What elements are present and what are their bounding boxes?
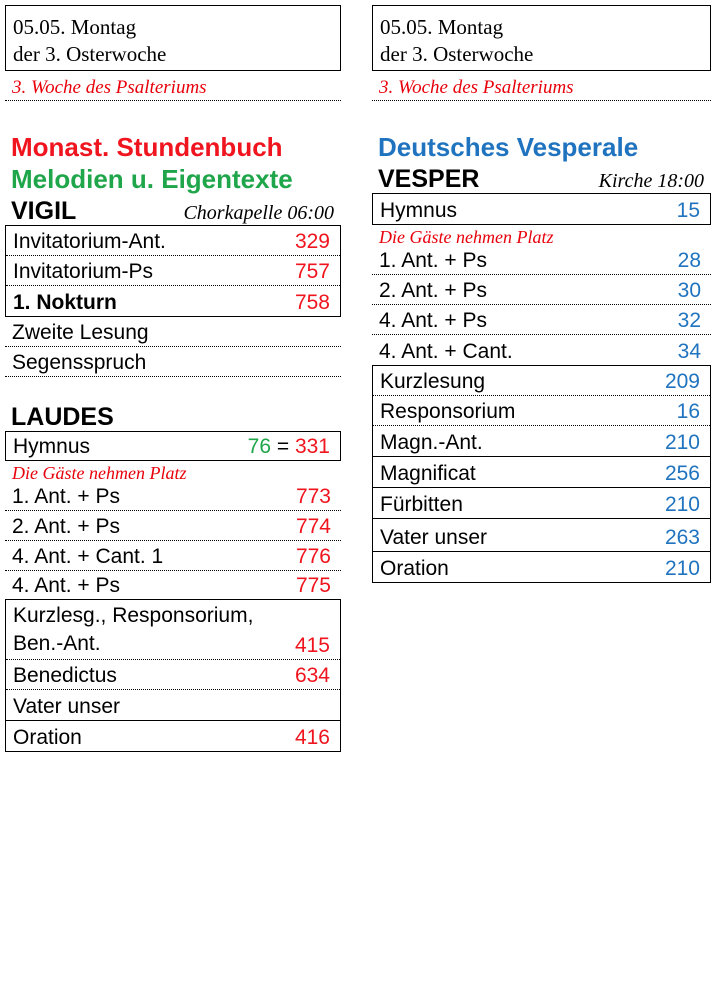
- laudes-oration-box: [5, 721, 341, 752]
- laudes-hymnus-box: [5, 431, 341, 461]
- source-melodien: Melodien u. Eigentexte: [11, 164, 293, 194]
- list-item: 1. Ant. + Ps 28: [372, 247, 711, 275]
- list-item: 4. Ant. + Ps 775: [12, 574, 331, 597]
- list-item: 2. Ant. + Ps 774: [5, 511, 341, 541]
- vigil-title: VIGIL: [11, 197, 77, 225]
- list-item: Magn.-Ant. 210: [380, 431, 700, 454]
- list-item: Magnificat 256: [380, 462, 700, 485]
- list-item: Hymnus 76 = 331: [13, 435, 330, 458]
- list-item: Invitatorium-Ps 757: [6, 256, 340, 286]
- fuerbitten-box: [372, 488, 711, 519]
- list-item: 2. Ant. + Ps 30: [372, 275, 711, 305]
- right-date-box: [372, 5, 711, 71]
- source-vesperale: Deutsches Vesperale: [378, 132, 639, 162]
- right-week-of-season: der 3. Osterwoche: [380, 42, 534, 66]
- source-stundenbuch: Monast. Stundenbuch: [11, 132, 283, 162]
- magnificat-box: [372, 457, 711, 488]
- hymnus-green-page: 76: [247, 435, 271, 458]
- list-item: 1. Nokturn 758: [13, 291, 330, 314]
- right-date: 05.05. Montag: [380, 15, 504, 39]
- list-item: 4. Ant. + Ps 32: [372, 305, 711, 335]
- list-item: 1. Ant. + Ps 773: [5, 483, 341, 511]
- hymnus-red-page: 331: [294, 435, 330, 458]
- guests-note: Die Gäste nehmen Platz: [12, 463, 187, 483]
- vater-box: [372, 519, 711, 552]
- left-date: 05.05. Montag: [13, 15, 137, 39]
- vesper-place-time: Kirche 18:00: [598, 170, 704, 192]
- list-item: Responsorium 16: [373, 396, 710, 426]
- list-item: Invitatorium-Ant. 329: [6, 226, 340, 256]
- list-item: Zweite Lesung: [5, 317, 341, 347]
- list-item: Vater unser 263: [380, 526, 700, 549]
- list-item: Oration 416: [13, 726, 330, 749]
- vigil-place-time: Chorkapelle 06:00: [183, 202, 334, 224]
- list-item: Benedictus 634: [6, 660, 340, 690]
- left-date-box: [5, 5, 341, 71]
- vigil-box: [5, 225, 341, 317]
- list-item: 4. Ant. + Cant. 34: [379, 340, 701, 363]
- vesper-hymnus-box: [372, 193, 711, 225]
- list-item: Hymnus 15: [380, 199, 700, 222]
- list-item: Oration 210: [380, 557, 700, 580]
- list-item: Vater unser: [13, 695, 120, 718]
- laudes-title: LAUDES: [11, 403, 114, 431]
- list-item: 4. Ant. + Cant. 1 776: [5, 541, 341, 571]
- right-column: [372, 5, 711, 583]
- laudes-block-box: [5, 599, 341, 721]
- left-column: [5, 5, 341, 752]
- right-psalter-week: 3. Woche des Psalteriums: [372, 71, 711, 101]
- left-psalter-week: 3. Woche des Psalteriums: [5, 71, 341, 101]
- list-item: Fürbitten 210: [380, 493, 700, 516]
- vesper-block-box: [372, 365, 711, 457]
- vesper-title: VESPER: [378, 165, 480, 193]
- list-item: Segensspruch: [5, 347, 341, 377]
- list-item: Kurzlesung 209: [373, 366, 710, 396]
- guests-note-right: Die Gäste nehmen Platz: [379, 227, 554, 247]
- vigil-header: [5, 195, 341, 225]
- list-item: Kurzlesg., Responsorium, Ben.-Ant. 415: [6, 600, 340, 660]
- left-week-of-season: der 3. Osterwoche: [13, 42, 167, 66]
- laudes-header: [5, 401, 341, 431]
- vesper-header: [372, 163, 711, 193]
- oration-box: [372, 552, 711, 583]
